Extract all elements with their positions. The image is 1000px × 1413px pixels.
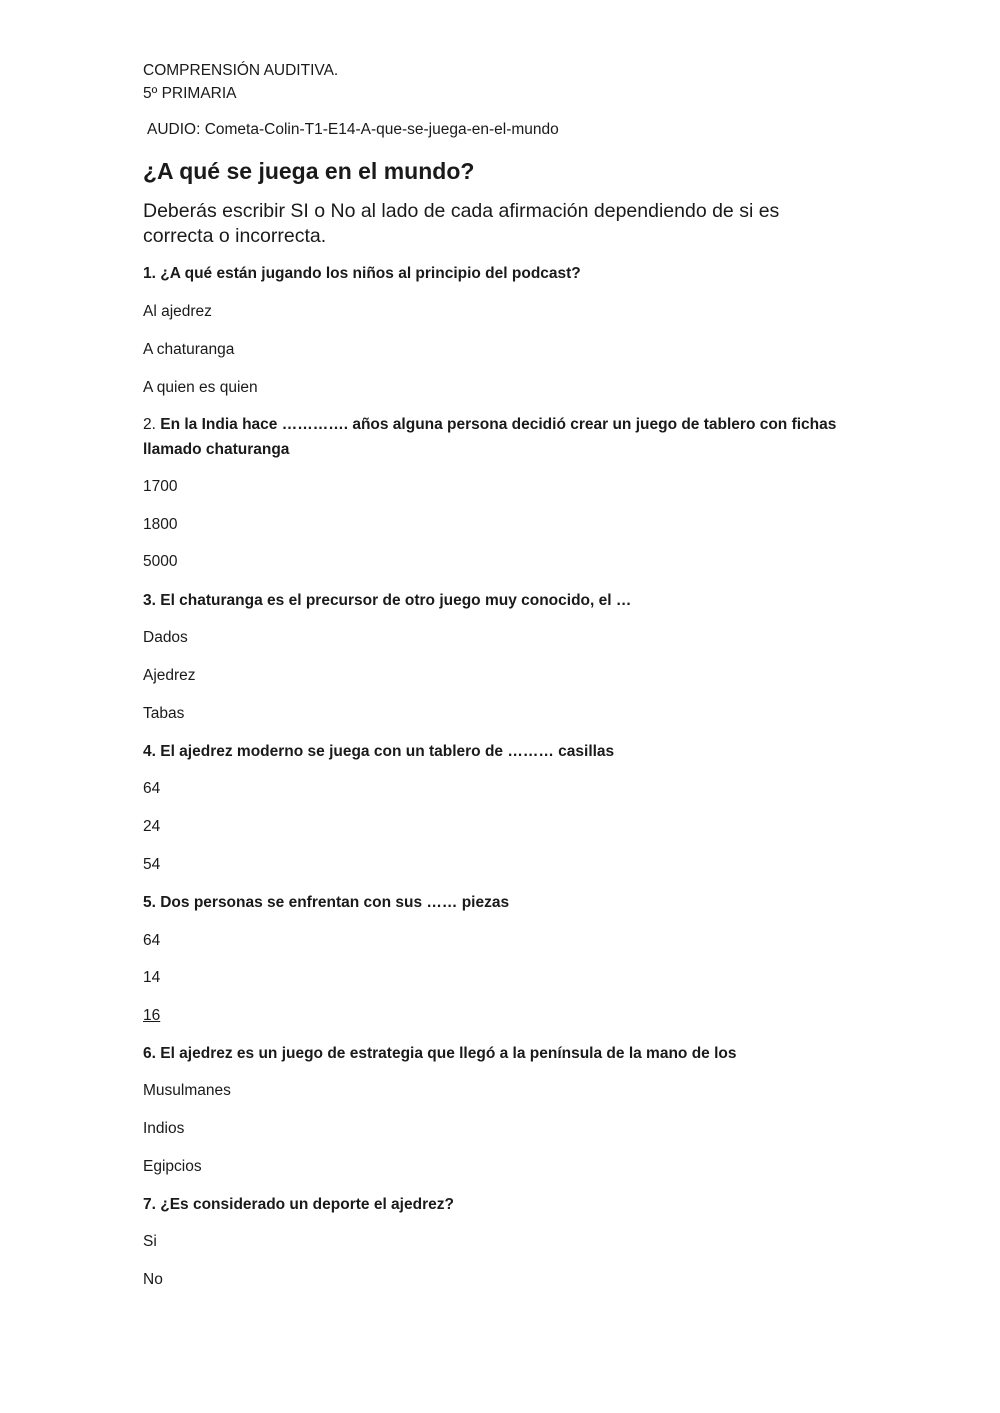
question-3: 3. El chaturanga es el precursor de otro juego muy conocido, el … (143, 592, 632, 609)
question-6-option-3: Egipcios (143, 1158, 202, 1175)
question-2-text: En la India hace …………. años alguna persona decidió crear un juego de tablero con fichas llamado chaturanga (143, 416, 837, 458)
question-4-option-3: 54 (143, 856, 161, 873)
question-4-option-1: 64 (143, 780, 161, 797)
question-1: 1. ¿A qué están jugando los niños al principio del podcast? (143, 265, 581, 282)
header-grade: 5º PRIMARIA (143, 85, 237, 102)
question-2-option-1: 1700 (143, 478, 178, 495)
question-4-option-2: 24 (143, 818, 161, 835)
page-title: ¿A qué se juega en el mundo? (143, 158, 475, 184)
header-subject: COMPRENSIÓN AUDITIVA. (143, 62, 339, 79)
question-1-option-1: Al ajedrez (143, 303, 212, 320)
question-6: 6. El ajedrez es un juego de estrategia que llegó a la península de la mano de los (143, 1045, 737, 1062)
question-7-option-2: No (143, 1271, 163, 1288)
question-3-option-1: Dados (143, 629, 188, 646)
question-1-option-2: A chaturanga (143, 341, 235, 358)
question-2-option-2: 1800 (143, 516, 178, 533)
question-7-option-1: Si (143, 1233, 157, 1250)
question-3-option-2: Ajedrez (143, 667, 196, 684)
question-5-option-3: 16 (143, 1007, 161, 1024)
question-5-option-2: 14 (143, 969, 161, 986)
question-5-option-1: 64 (143, 932, 161, 949)
question-2 (143, 412, 863, 462)
question-6-option-1: Musulmanes (143, 1082, 231, 1099)
question-6-option-2: Indios (143, 1120, 185, 1137)
question-3-option-3: Tabas (143, 705, 185, 722)
question-2-number: 2. (143, 416, 156, 433)
question-2-option-3: 5000 (143, 553, 178, 570)
question-4: 4. El ajedrez moderno se juega con un tablero de ……… casillas (143, 743, 615, 760)
question-7: 7. ¿Es considerado un deporte el ajedrez? (143, 1196, 454, 1213)
question-1-option-3: A quien es quien (143, 379, 258, 396)
header-audio: AUDIO: Cometa-Colin-T1-E14-A-que-se-juega-en-el-mundo (147, 121, 559, 138)
instructions: Deberás escribir SI o No al lado de cada afirmación dependiendo de si es correcta o incorrecta. (143, 200, 780, 247)
question-5: 5. Dos personas se enfrentan con sus …… piezas (143, 894, 510, 911)
